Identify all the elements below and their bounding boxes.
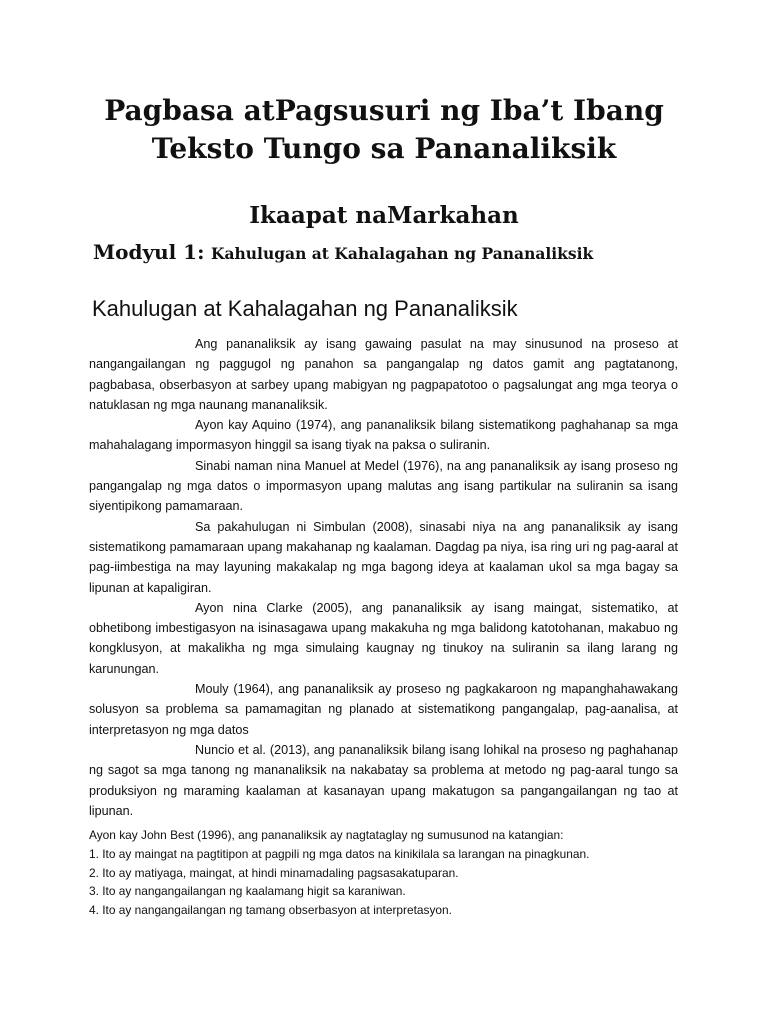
title-line-1: Pagbasa atPagsusuri ng Iba’t Ibang	[104, 94, 664, 127]
paragraph: Ang pananaliksik ay isang gawaing pasulat na may sinusunod na proseso at nangangailangan ng paggugol ng panahon sa pangangalap ng datos gamit ang pagtatanong, pagbabasa, obserbasyon at sarbey upang mabigyan ng pagpapatotoo o pagsalungat ang mga teorya o natuklasan ng mga naunang mananaliksik.	[89, 337, 678, 412]
module-label: Modyul 1:	[93, 240, 205, 264]
paragraph: Mouly (1964), ang pananaliksik ay proseso ng pagkakaroon ng mapanghahawakang solusyon sa problema sa pamamagitan ng planado at sistematikong pangangalap, pag-aanalisa, at interpretasyon ng mga datos	[89, 682, 678, 737]
list-item: 1. Ito ay maingat na pagtitipon at pagpili ng mga datos na kinikilala sa larangan na pinagkunan.	[89, 846, 590, 861]
characteristics-list	[89, 826, 689, 920]
paragraph: Ayon kay Aquino (1974), ang pananaliksik bilang sistematikong paghahanap sa mga mahahalagang impormasyon hinggil sa isang tiyak na paksa o suliranin.	[89, 418, 678, 453]
module-heading	[93, 237, 713, 269]
paragraph: Ayon nina Clarke (2005), ang pananaliksik ay isang maingat, sistematiko, at obhetibong imbestigasyon na isinasagawa upang makakuha ng mga balidong katotohanan, makabuo ng kongklusyon, at makalikha ng mga simulaing kaugnay ng tinukoy na suliranin sa ilang larang ng karunungan.	[89, 600, 678, 676]
title-line-2: Teksto Tungo sa Pananaliksik	[151, 132, 617, 165]
document-title	[60, 92, 708, 168]
module-title: Kahulugan at Kahalagahan ng Pananaliksik	[211, 244, 594, 263]
list-item: 2. Ito ay matiyaga, maingat, at hindi minamadaling pagsasakatuparan.	[89, 865, 459, 880]
paragraph: Nuncio et al. (2013), ang pananaliksik bilang isang lohikal na proseso ng paghahanap ng sagot sa mga tanong ng mananaliksik na nakabatay sa problema at metodo ng pag-aaral tungo sa produksiyon ng maraming kaalaman at kasanayan upang makatugon sa pangangailangan ng tao at lipunan.	[89, 742, 678, 818]
section-heading: Kahulugan at Kahalagahan ng Pananaliksik	[92, 296, 518, 321]
body-text	[89, 334, 678, 821]
quarter-heading: Ikaapat naMarkahan	[249, 202, 519, 229]
list-intro: Ayon kay John Best (1996), ang pananaliksik ay nagtataglay ng sumusunod na katangian:	[89, 828, 564, 842]
list-item: 4. Ito ay nangangailangan ng tamang obserbasyon at interpretasyon.	[89, 903, 452, 918]
paragraph: Sinabi naman nina Manuel at Medel (1976), na ang pananaliksik ay isang proseso ng pangangalap ng mga datos o impormasyon upang malutas ang isang partikular na suliranin sa isang siyentipikong pamamaraan.	[89, 458, 678, 514]
paragraph: Sa pakahulugan ni Simbulan (2008), sinasabi niya na ang pananaliksik ay isang sistematikong pamamaraan upang makahanap ng kaalaman. Dagdag pa niya, isa ring uri ng pag-aaral at pag-iimbestiga na may layuning makakalap ng mga bagong ideya at kaalaman ukol sa mga bagay sa lipunan at kapaligiran.	[89, 519, 678, 595]
list-item: 3. Ito ay nangangailangan ng kaalamang higit sa karaniwan.	[89, 884, 406, 899]
